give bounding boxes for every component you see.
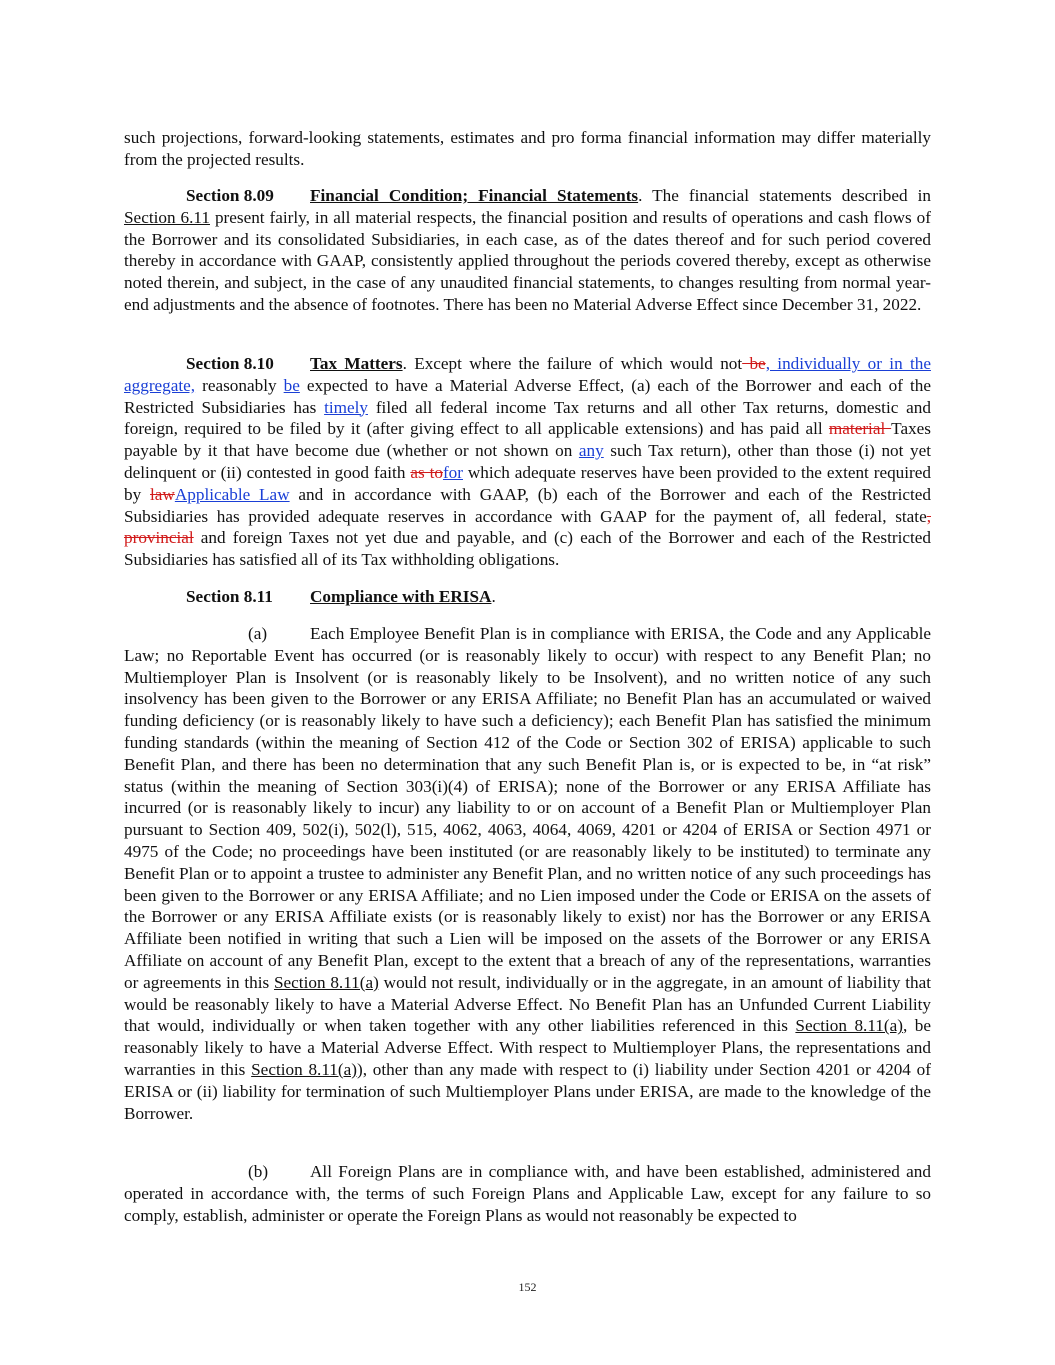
- subsection-a-text: , be reasonably likely to have a Material Adverse Effect. With respect to Multiemployer Plans, the representations and warranties in this: [124, 1016, 931, 1079]
- inserted-text: Applicable Law: [174, 484, 290, 504]
- section-8-10-text: and foreign Taxes not yet due and payable, and (c) each of the Borrower and each of the Restricted Subsidiaries has satisfied all of its Tax withholding obligations.: [124, 528, 931, 570]
- inserted-text: , individually or in the aggregate,: [124, 354, 931, 395]
- deleted-text: law: [150, 484, 175, 504]
- section-8-09-body: present fairly, in all material respects, the financial position and results of operations and cash flows of the Borrower and its consolidated Subsidiaries, in each case, as of the dates thereof and for such period covered thereby in accordance with GAAP, consistently applied throughout the periods covered thereby, except as otherwise noted therein, and subject, in the case of any unaudited financial statements, to changes resulting from normal year-end adjustments and the absence of footnotes. There has been no Material Adverse Effect since December 31, 2022.: [124, 207, 931, 314]
- subsection-a-text: would not result, individually or in the aggregate, in an amount of liability that would be reasonably likely to have a Material Adverse Effect. No Benefit Plan has an Unfunded Current Liability that would, individually or when taken together with any other liabilities referenced in this: [124, 972, 931, 1036]
- section-8-09-title: Financial Condition; Financial Statements: [310, 186, 639, 205]
- section-8-10-text: reasonably: [195, 375, 284, 395]
- subsection-a-text: ), other than any made with respect to (i) liability under Section 4201 or 4204 of ERISA or (ii) liability for termination of such Multiemployer Plans under ERISA, are made to the knowledge of the Borrower.: [124, 1059, 931, 1123]
- section-8-10-paragraph: [124, 353, 931, 571]
- deleted-text: , provincial: [124, 506, 931, 548]
- section-8-09-text: . The financial statements described in: [638, 186, 931, 205]
- inserted-text: for: [442, 462, 463, 482]
- section-8-10-number: Section 8.10: [186, 354, 274, 373]
- section-8-10-text: expected to have a Material Adverse Effect, (a) each of the Borrower and each of the Restricted Subsidiaries has: [124, 375, 931, 417]
- deleted-text: be: [742, 354, 766, 373]
- section-8-09-paragraph: [124, 185, 931, 316]
- section-8-10-title: Tax Matters: [310, 354, 403, 373]
- subsection-b-text: All Foreign Plans are in compliance with, and have been established, administered and operated in accordance with, the terms of such Foreign Plans and Applicable Law, except for any failure to so comply, establish, administer or operate the Foreign Plans as would not reasonably be expected to: [124, 1162, 931, 1225]
- section-8-11-b-paragraph: [124, 1161, 931, 1226]
- inserted-text: be: [283, 375, 300, 395]
- deleted-text: as to: [410, 462, 443, 482]
- page-number: 152: [518, 1280, 537, 1294]
- section-8-11-title: Compliance with ERISA: [310, 587, 492, 606]
- section-8-11-a-reference: Section 8.11(a): [251, 1059, 357, 1079]
- section-6-11-reference: Section 6.11: [124, 207, 210, 227]
- section-8-11-heading: [124, 586, 931, 608]
- section-8-11-title-end: .: [491, 587, 496, 606]
- section-8-10-text: Taxes payable by it that have become due (whether or not shown on: [124, 419, 931, 461]
- subsection-a-text: Each Employee Benefit Plan is in compliance with ERISA, the Code and any Applicable Law; no Reportable Event has occurred (or is reasonably likely to occur) with respect to any Benefit Plan; no Multiemployer Plan is Insolvent (or is reasonably likely to be Insolvent), and no written notice of any such insolvency has been given to the Borrower or any ERISA Affiliate; no Benefit Plan has an accumulated or waived funding deficiency (or is reasonably likely to have such a deficiency); each Benefit Plan has satisfied the minimum funding standards (within the meaning of Section 412 of the Code or Section 302 of ERISA) applicable to such Benefit Plan, and there has been no determination that any such Benefit Plan is, or is expected to be, in “at risk” status (within the meaning of Section 303(i)(4) of ERISA); none of the Borrower or any ERISA Affiliate has incurred (or is reasonably likely to incur) any liability to or on account of a Benefit Plan or Multiemployer Plan pursuant to Section 409, 502(i), 502(l), 515, 4062, 4063, 4064, 4069, 4201 or 4204 of ERISA or Section 4971 or 4975 of the Code; no proceedings have been instituted (or are reasonably likely to be instituted) to terminate any Benefit Plan or to appoint a trustee to administer any Benefit Plan, and no written notice of any such proceedings has been given to the Borrower or any ERISA Affiliate; and no Lien imposed under the Code or ERISA on the assets of the Borrower or any ERISA Affiliate exists (or is reasonably likely to exist) nor has the Borrower or any ERISA Affiliate been notified in writing that such a Lien will be imposed on the assets of the Borrower or any ERISA Affiliate on account of any Benefit Plan, except to the extent that a breach of any of the representations, warranties or agreements in this: [124, 624, 931, 992]
- inserted-text: timely: [324, 397, 368, 417]
- subsection-b-label: (b): [248, 1162, 269, 1181]
- section-8-11-a-paragraph: [124, 623, 931, 1124]
- subsection-a-label: (a): [248, 624, 268, 643]
- section-8-10-text: filed all federal income Tax returns and all other Tax returns, domestic and foreign, required to be filed by it (after giving effect to all applicable extensions) and has paid all: [124, 397, 931, 439]
- section-8-10-text: . Except where the failure of which would not: [402, 354, 743, 373]
- section-8-09-number: Section 8.09: [186, 186, 274, 205]
- inserted-text: any: [578, 441, 604, 461]
- intro-paragraph: such projections, forward-looking statements, estimates and pro forma financial information may differ materially from the projected results.: [124, 128, 931, 169]
- section-8-10-text: and in accordance with GAAP, (b) each of the Borrower and each of the Restricted Subsidiaries has provided adequate reserves in accordance with GAAP for the payment of, all federal, state: [124, 484, 932, 526]
- section-8-11-number: Section 8.11: [186, 587, 273, 606]
- section-8-11-a-reference: Section 8.11(a): [795, 1016, 903, 1036]
- section-8-10-text: which adequate reserves have been provided to the extent required by: [124, 462, 931, 504]
- section-8-10-text: such Tax return), other than those (i) not yet delinquent or (ii) contested in good faith: [124, 441, 931, 482]
- deleted-text: material: [828, 419, 892, 439]
- section-8-11-a-reference: Section 8.11(a): [273, 972, 379, 992]
